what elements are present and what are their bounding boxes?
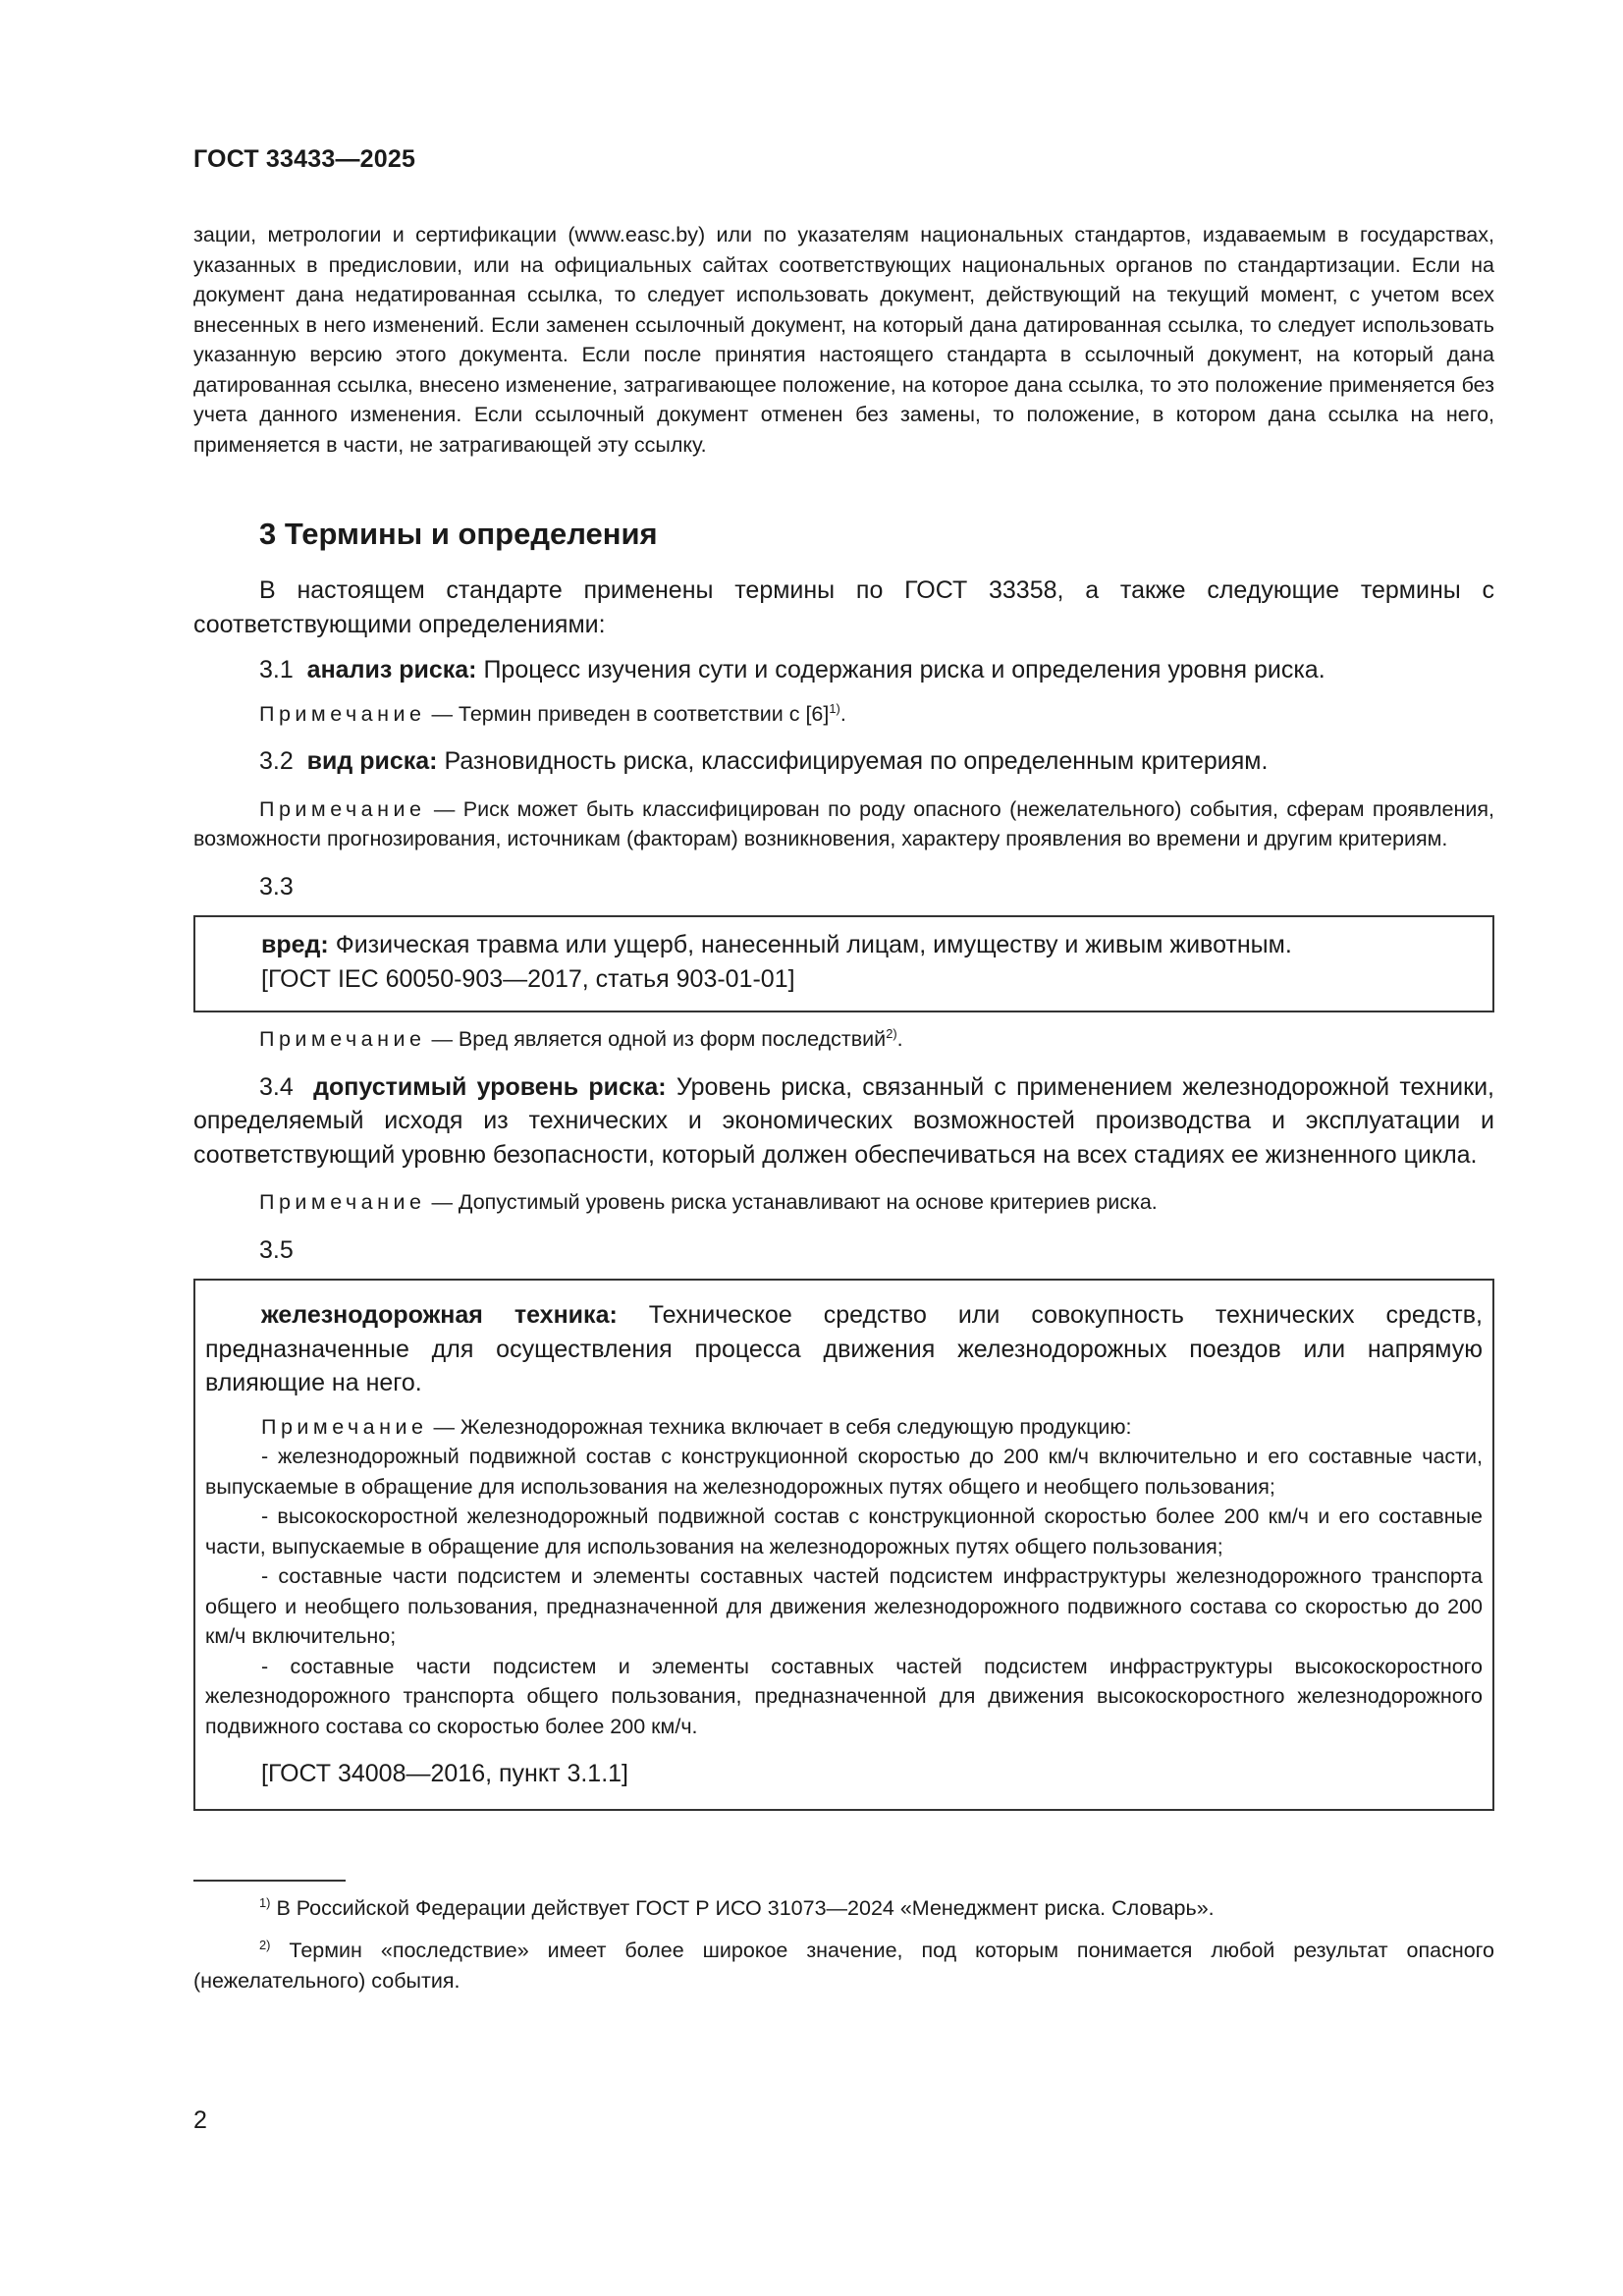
term-definition: Физическая травма или ущерб, нанесенный лицам, имуществу и живым животным. — [335, 931, 1292, 958]
note-label: Примечание — [259, 1190, 426, 1214]
note-label: Примечание — [259, 701, 426, 726]
term-definition: Уровень риска, связанный с применением железнодорожной техники, определяемый исходя из технических и экономических возможностей производства и эксплуатации и соответствующий уровню безопасности, который должен обеспечиваться на всех стадиях ее жизненного цикла. — [193, 1072, 1494, 1169]
term-name: железнодорожная техника: — [261, 1301, 618, 1329]
footnote-marker: 2) — [259, 1937, 271, 1952]
footnote-marker: 1) — [259, 1894, 271, 1910]
term-number: 3.2 — [259, 747, 294, 775]
footnote — [193, 1893, 1494, 1924]
term-note — [193, 794, 1494, 854]
note-text: — Термин приведен в соответствии с [6] — [431, 701, 830, 726]
term-definition: Разновидность риска, классифицируемая по определенным критериям. — [444, 747, 1269, 775]
term-number: 3.1 — [259, 656, 294, 683]
term-definition: Процесс изучения сути и содержания риска и определения уровня риска. — [483, 656, 1325, 683]
term-note — [193, 1187, 1494, 1218]
page-content — [193, 220, 1494, 1996]
term-definition: Техническое средство или совокупность технических средств, предназначенные для осуществления процесса движения железнодорожных поездов или напрямую влияющие на него. — [205, 1301, 1483, 1396]
note-list-item: - железнодорожный подвижной состав с конструкционной скоростью до 200 км/ч включительно и его составные части, выпускаемые в обращение для использования на железнодорожных путях общего и необщего пользования; — [205, 1445, 1483, 1499]
term-entry — [205, 928, 1483, 962]
document-header: ГОСТ 33433—2025 — [193, 145, 416, 173]
term-source: [ГОСТ IEC 60050-903—2017, статья 903-01-01] — [261, 964, 795, 993]
note-text: — Допустимый уровень риска устанавливают на основе критериев риска. — [431, 1190, 1158, 1214]
note-end: . — [839, 701, 846, 726]
term-name: анализ риска: — [306, 656, 477, 683]
note-text: — Вред является одной из форм последствий — [431, 1027, 887, 1051]
term-note — [193, 1024, 1494, 1055]
note-list-item: - высокоскоростной железнодорожный подвижной состав с конструкционной скоростью более 200 км/ч и его составные части, выпускаемые в обращение для использования на железнодорожных путях общего пользования; — [205, 1504, 1483, 1558]
term-entry — [193, 653, 1494, 687]
term-entry — [193, 744, 1494, 779]
quoted-term-box — [193, 1279, 1494, 1811]
term-entry — [205, 1298, 1483, 1400]
note-list-item: - составные части подсистем и элементы составных частей подсистем инфраструктуры железнодорожного транспорта общего и необщего пользования, предназначенной для движения железнодорожного подвижного состава со скоростью до 200 км/ч включительно; — [205, 1564, 1483, 1648]
footnote-text: В Российской Федерации действует ГОСТ Р ИСО 31073—2024 «Менеджмент риска. Словарь». — [276, 1895, 1215, 1920]
term-entry — [193, 1070, 1494, 1173]
note-list-item: - составные части подсистем и элементы составных частей подсистем инфраструктуры высокоскоростного железнодорожного транспорта общего пользования, предназначенной для движения высокоскоростного железнодорожного подвижного состава со скоростью более 200 км/ч. — [205, 1654, 1483, 1738]
footnote-divider — [193, 1880, 346, 1882]
term-number: 3.4 — [259, 1072, 294, 1101]
note-text: — Риск может быть классифицирован по роду опасного (нежелательного) события, сферам проявления, возможности прогнозирования, источникам (факторам) возникновения, характеру проявления во времени и другим критериям. — [193, 796, 1494, 850]
footnote-text: Термин «последствие» имеет более широкое значение, под которым понимается любой результат опасного (нежелательного) события. — [193, 1938, 1494, 1993]
term-note — [193, 699, 1494, 730]
term-note — [205, 1412, 1483, 1443]
term-number: 3.3 — [259, 872, 294, 901]
term-source: [ГОСТ 34008—2016, пункт 3.1.1] — [261, 1760, 628, 1787]
page-number: 2 — [193, 2106, 207, 2134]
term-number: 3.5 — [259, 1235, 294, 1264]
note-end: . — [896, 1027, 903, 1051]
footnote — [193, 1936, 1494, 1996]
term-name: вид риска: — [306, 747, 438, 775]
note-label: Примечание — [259, 1027, 426, 1051]
note-text: — Железнодорожная техника включает в себя следующую продукцию: — [433, 1414, 1132, 1439]
footnote-ref: 2) — [886, 1025, 897, 1041]
intro-paragraph: зации, метрологии и сертификации (www.easc.by) или по указателям национальных стандартов, издаваемым в государствах, указанных в предисловии, или на официальных сайтах соответствующих национальных органов по стандартизации. Если на документ дана недатированная ссылка, то следует использовать документ, действующий на текущий момент, с учетом всех внесенных в него изменений. Если заменен ссылочный документ, на который дана датированная ссылка, то следует использовать указанную версию этого документа. Если после принятия настоящего стандарта в ссылочный документ, на который дана датированная ссылка, внесено изменение, затрагивающее положение, на которое дана ссылка, то это положение применяется без учета данного изменения. Если ссылочный документ отменен без замены, то положение, в котором дана ссылка на него, применяется в части, не затрагивающей эту ссылку. — [193, 223, 1494, 457]
quoted-term-box — [193, 915, 1494, 1012]
section-heading: 3 Термины и определения — [259, 517, 658, 551]
section-intro: В настоящем стандарте применены термины по ГОСТ 33358, а также следующие термины с соответствующими определениями: — [193, 576, 1494, 638]
note-label: Примечание — [259, 796, 426, 821]
term-name: допустимый уровень риска: — [313, 1072, 667, 1101]
note-label: Примечание — [261, 1414, 428, 1439]
term-name: вред: — [261, 931, 329, 958]
footnote-ref: 1) — [829, 700, 840, 716]
